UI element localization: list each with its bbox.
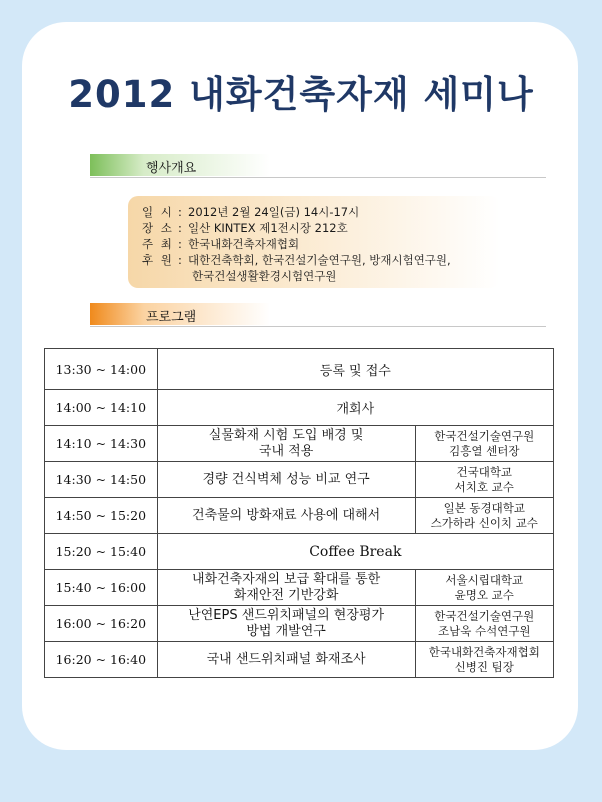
time-cell: 15:20 ~ 15:40 bbox=[45, 534, 158, 570]
overview-header-rule bbox=[90, 177, 546, 178]
topic-cell: 개회사 bbox=[157, 390, 553, 426]
speaker-affiliation: 한국건설기술연구원 bbox=[434, 608, 535, 623]
topic-line: 경량 건식벽체 성능 비교 연구 bbox=[202, 471, 370, 487]
speaker-cell bbox=[415, 462, 553, 498]
speaker-name: 서치호 교수 bbox=[454, 479, 514, 494]
speaker-cell bbox=[415, 426, 553, 462]
time-cell: 14:00 ~ 14:10 bbox=[45, 390, 158, 426]
time-cell: 14:10 ~ 14:30 bbox=[45, 426, 158, 462]
time-cell: 14:50 ~ 15:20 bbox=[45, 498, 158, 534]
time-cell: 16:20 ~ 16:40 bbox=[45, 642, 158, 678]
time-cell: 14:30 ~ 14:50 bbox=[45, 462, 158, 498]
overview-value: 한국내화건축자재협회 bbox=[188, 237, 300, 251]
speaker-affiliation: 한국건설기술연구원 bbox=[434, 428, 535, 443]
overview-row-date: 일 시 : 2012년 2월 24일(금) 14시-17시 bbox=[142, 205, 360, 219]
overview-value: 일산 KINTEX 제1전시장 212호 bbox=[188, 221, 348, 235]
topic-line: 난연EPS 샌드위치패널의 현장평가 bbox=[188, 607, 385, 623]
overview-heading: 행사개요 bbox=[146, 161, 197, 176]
speaker-affiliation: 서울시립대학교 bbox=[445, 572, 524, 587]
speaker-affiliation: 일본 동경대학교 bbox=[443, 500, 525, 515]
table-row bbox=[45, 426, 554, 462]
overview-row-sponsor: 후 원 : 대한건축학회, 한국건설기술연구원, 방재시험연구원, bbox=[142, 253, 451, 267]
table-row bbox=[45, 390, 554, 426]
topic-line: 내화건축자재의 보급 확대를 통한 bbox=[191, 571, 381, 587]
time-cell: 16:00 ~ 16:20 bbox=[45, 606, 158, 642]
topic-cell bbox=[157, 606, 415, 642]
overview-row-host: 주 최 : 한국내화건축자재협회 bbox=[142, 237, 300, 251]
speaker-name: 조남욱 수석연구원 bbox=[438, 623, 531, 638]
table-row bbox=[45, 570, 554, 606]
speaker-cell bbox=[415, 570, 553, 606]
speaker-name: 스가하라 신이치 교수 bbox=[430, 515, 538, 530]
topic-line: 국내 적용 bbox=[258, 443, 314, 459]
time-cell: 13:30 ~ 14:00 bbox=[45, 349, 158, 390]
topic-cell bbox=[157, 642, 415, 678]
overview-key: 후 원 bbox=[142, 253, 174, 267]
program-section-header bbox=[90, 303, 546, 327]
table-row bbox=[45, 534, 554, 570]
overview-value: 대한건축학회, 한국건설기술연구원, 방재시험연구원, bbox=[188, 253, 451, 267]
overview-value-continued: 한국건설생활환경시험연구원 bbox=[192, 269, 337, 283]
time-cell: 15:40 ~ 16:00 bbox=[45, 570, 158, 606]
page-title: 2012 내화건축자재 세미나 bbox=[68, 73, 534, 116]
speaker-name: 김흥열 센터장 bbox=[449, 443, 520, 458]
table-row bbox=[45, 642, 554, 678]
table-row bbox=[45, 606, 554, 642]
overview-row-place: 장 소 : 일산 KINTEX 제1전시장 212호 bbox=[142, 221, 348, 235]
topic-line: 화재안전 기반강화 bbox=[233, 587, 339, 603]
table-row bbox=[45, 462, 554, 498]
speaker-cell bbox=[415, 498, 553, 534]
speaker-affiliation: 건국대학교 bbox=[456, 464, 513, 479]
topic-cell bbox=[157, 462, 415, 498]
overview-key: 주 최 bbox=[142, 237, 174, 251]
topic-cell bbox=[157, 498, 415, 534]
topic-cell bbox=[157, 426, 415, 462]
topic-cell: 등록 및 접수 bbox=[157, 349, 553, 390]
speaker-name: 윤명오 교수 bbox=[454, 587, 514, 602]
table-row bbox=[45, 349, 554, 390]
topic-line: 실물화재 시험 도입 배경 및 bbox=[208, 427, 364, 443]
topic-line: 국내 샌드위치패널 화재조사 bbox=[206, 651, 366, 667]
speaker-cell bbox=[415, 642, 553, 678]
speaker-name: 신병진 팀장 bbox=[454, 659, 514, 674]
topic-line: 방법 개발연구 bbox=[246, 623, 326, 639]
overview-value: 2012년 2월 24일(금) 14시-17시 bbox=[188, 205, 360, 219]
overview-section-header bbox=[90, 154, 546, 178]
program-heading: 프로그램 bbox=[146, 310, 197, 325]
program-table bbox=[44, 348, 554, 678]
program-header-rule bbox=[90, 326, 546, 327]
table-row bbox=[45, 498, 554, 534]
speaker-affiliation: 한국내화건축자재협회 bbox=[428, 644, 540, 659]
topic-line: 건축물의 방화재료 사용에 대해서 bbox=[191, 507, 381, 523]
overview-box bbox=[128, 196, 500, 288]
topic-cell: Coffee Break bbox=[157, 534, 553, 570]
speaker-cell bbox=[415, 606, 553, 642]
overview-key: 장 소 bbox=[142, 221, 174, 235]
topic-cell bbox=[157, 570, 415, 606]
overview-key: 일 시 bbox=[142, 205, 174, 219]
